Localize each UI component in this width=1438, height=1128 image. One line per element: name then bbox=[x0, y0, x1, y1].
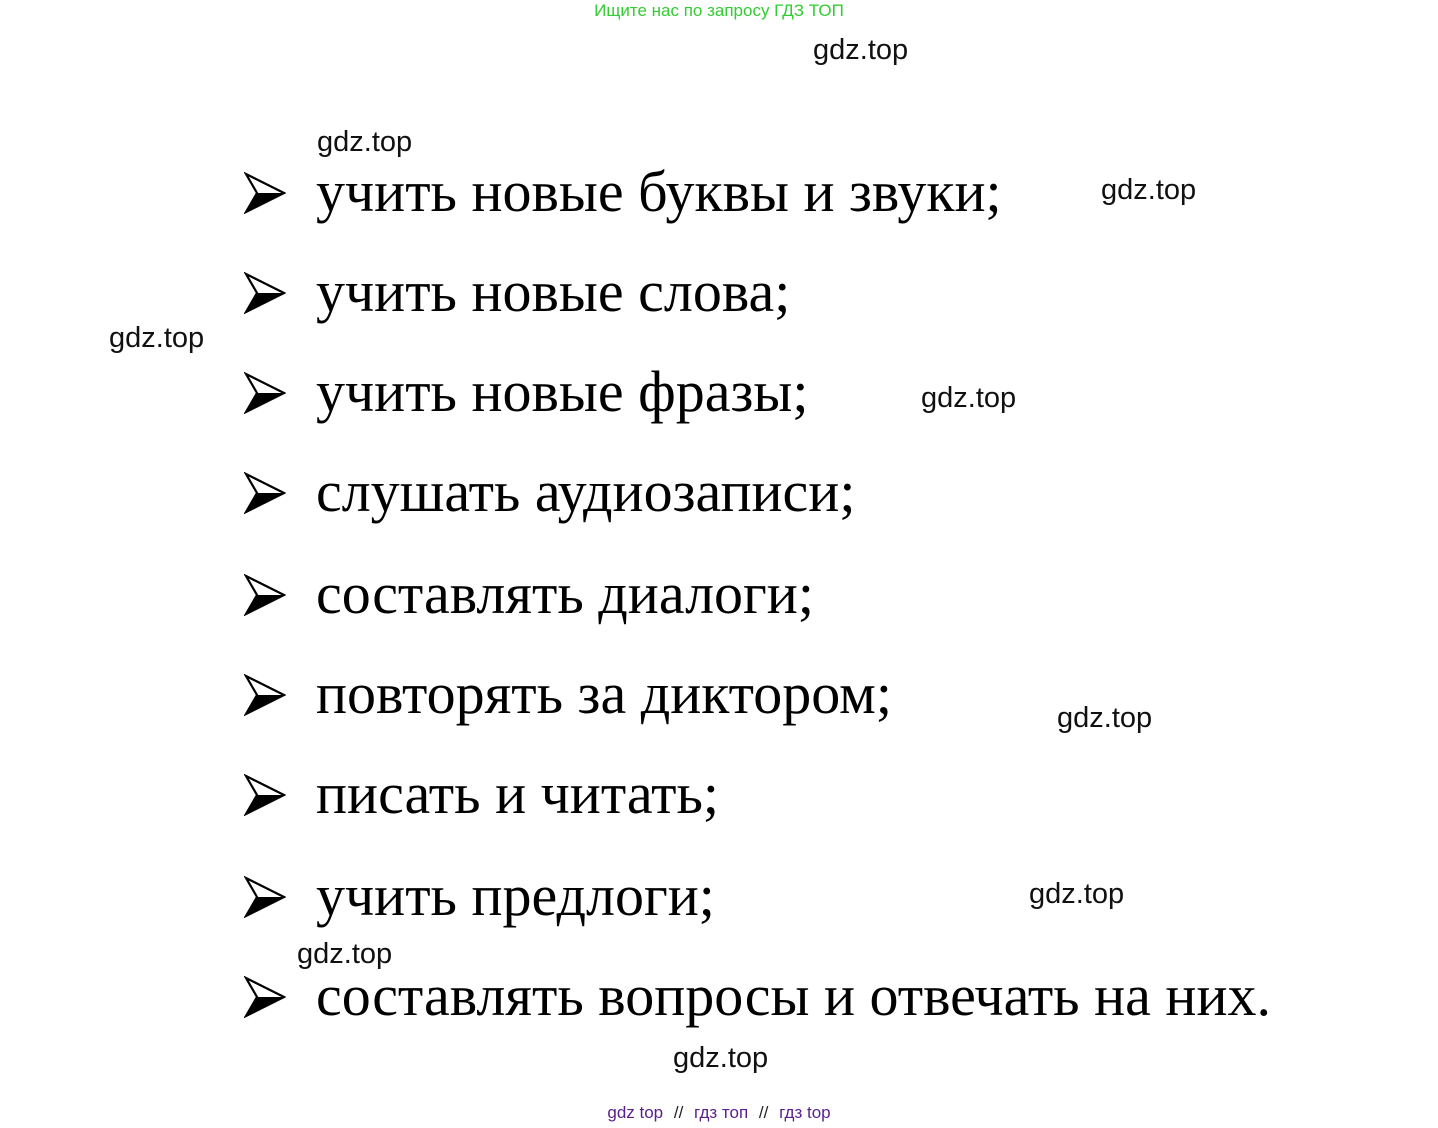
list-item-text: учить новые слова; bbox=[316, 259, 791, 324]
watermark: gdz.top bbox=[673, 1042, 769, 1074]
arrowhead-bullet-icon bbox=[244, 472, 286, 514]
list-item-text: повторять за диктором; bbox=[316, 661, 892, 726]
list-item-text: писать и читать; bbox=[316, 761, 720, 826]
top-banner: Ищите нас по запросу ГДЗ ТОП bbox=[594, 1, 844, 20]
arrowhead-bullet-icon bbox=[244, 876, 286, 918]
list-item-text: составлять диалоги; bbox=[316, 561, 814, 626]
arrowhead-bullet-icon bbox=[244, 172, 286, 214]
footer-link-gdz-top-mixed[interactable]: гдз top bbox=[779, 1103, 831, 1122]
list-item-text: учить новые фразы; bbox=[316, 359, 809, 424]
arrowhead-bullet-icon bbox=[244, 372, 286, 414]
arrowhead-bullet-icon bbox=[244, 674, 286, 716]
arrowhead-bullet-icon bbox=[244, 574, 286, 616]
watermark: gdz.top bbox=[109, 322, 205, 354]
footer-link-gdz-top-ru[interactable]: гдз топ bbox=[694, 1103, 749, 1122]
arrowhead-bullet-icon bbox=[244, 272, 286, 314]
watermark: gdz.top bbox=[317, 126, 413, 158]
arrowhead-bullet-icon bbox=[244, 976, 286, 1018]
watermark: gdz.top bbox=[1101, 174, 1197, 206]
list-item-text: составлять вопросы и отвечать на них. bbox=[316, 963, 1271, 1028]
watermark: gdz.top bbox=[1057, 702, 1153, 734]
watermark: gdz.top bbox=[921, 382, 1017, 414]
watermark: gdz.top bbox=[1029, 878, 1125, 910]
list-item-text: учить новые буквы и звуки; bbox=[316, 159, 1002, 224]
footer-separator: // bbox=[673, 1103, 684, 1122]
footer-links bbox=[0, 1102, 1438, 1124]
footer-separator: // bbox=[758, 1103, 769, 1122]
list-item-text: учить предлоги; bbox=[316, 863, 715, 928]
footer-link-gdz-top[interactable]: gdz top bbox=[607, 1103, 664, 1122]
list-item-text: слушать аудиозаписи; bbox=[316, 459, 856, 524]
arrowhead-bullet-icon bbox=[244, 774, 286, 816]
watermark: gdz.top bbox=[813, 34, 909, 66]
watermark: gdz.top bbox=[297, 938, 393, 970]
